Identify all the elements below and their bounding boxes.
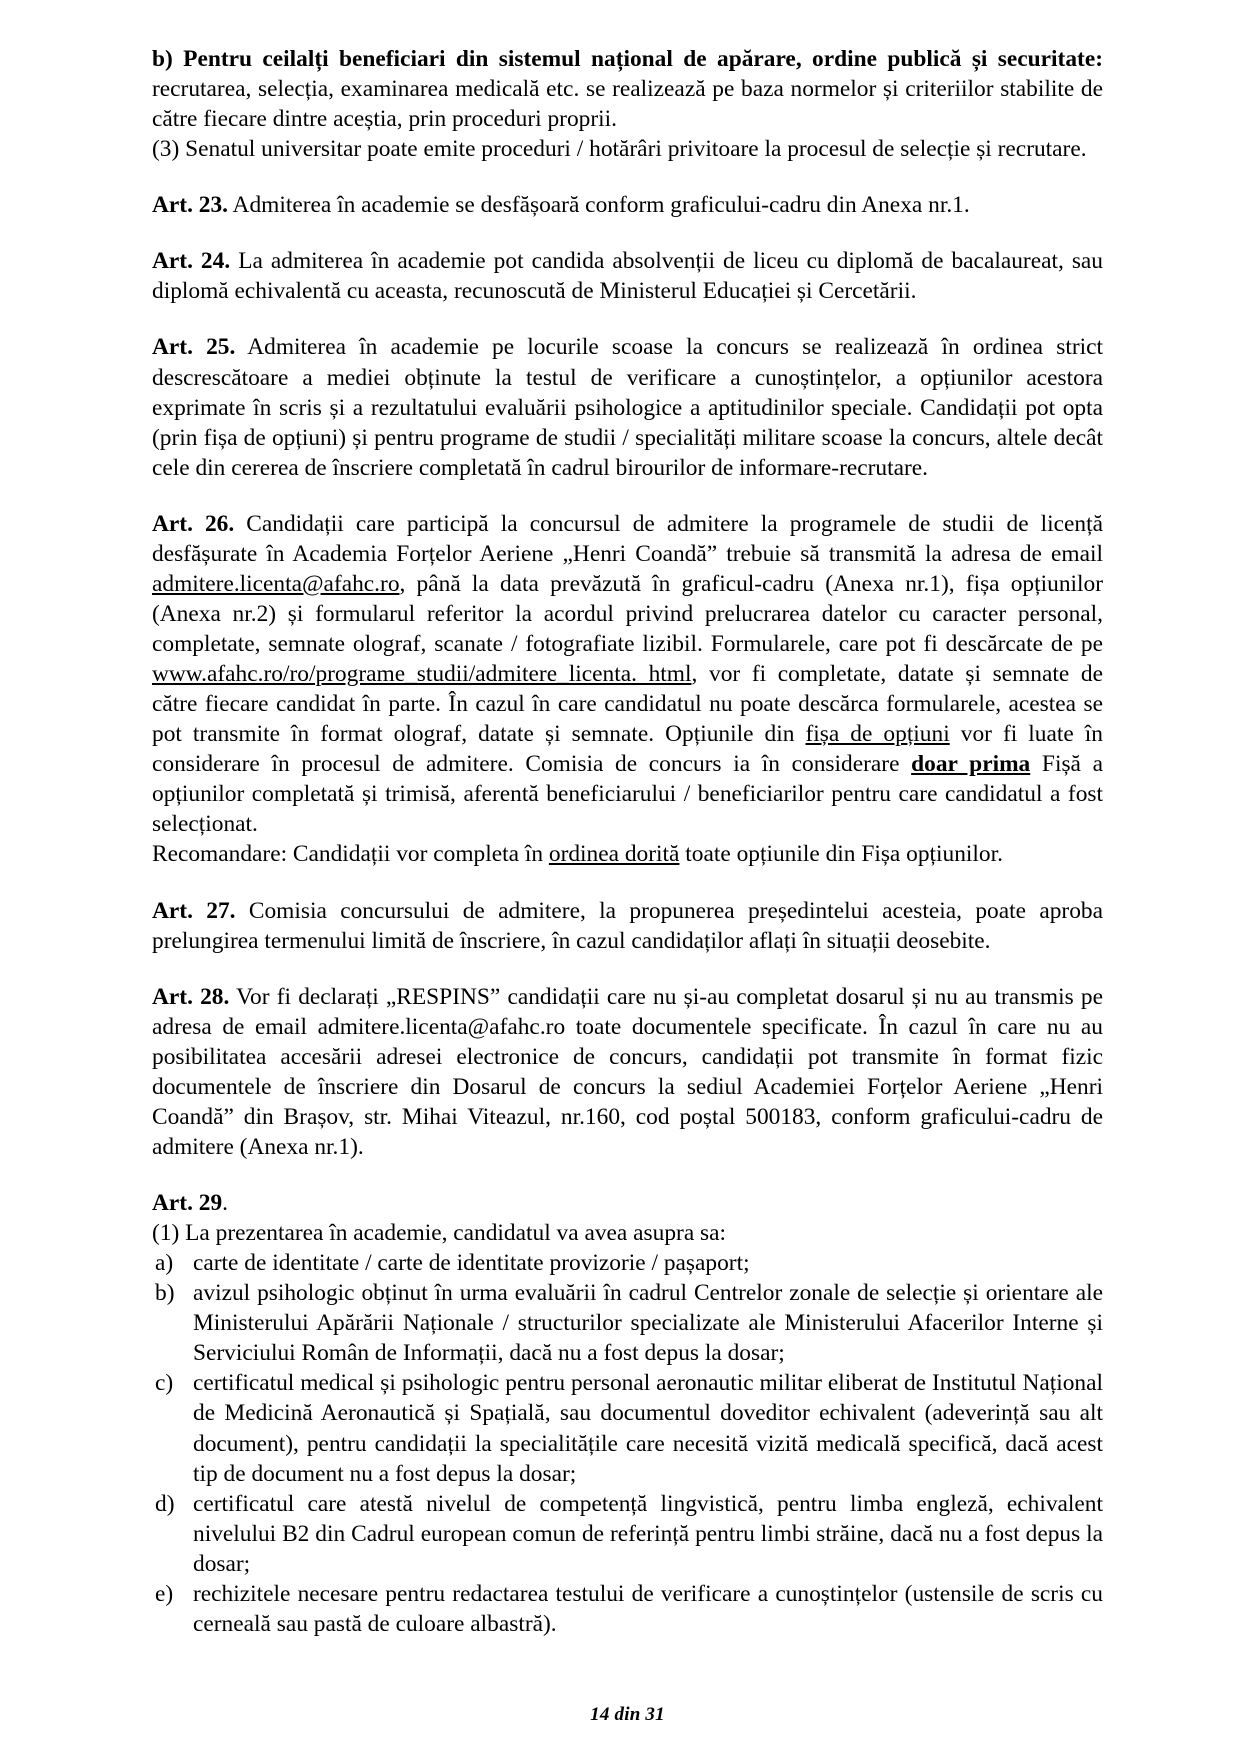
article-26-label: Art. 26. (152, 510, 235, 537)
list-item-marker: d) (155, 1490, 175, 1517)
spacer (152, 1162, 1103, 1188)
recommendation-prefix: Recomandare: Candidații vor completa în (152, 841, 549, 868)
spacer (152, 164, 1103, 190)
article-28-text: Vor fi declarați „RESPINS” candidații care nu și-au completat dosarul și nu au transmis pe adresa de email admitere.licenta@afahc.ro toate documentele specificate. În cazul în care nu au posibilitatea accesării adresei electronice de concurs, candidații pot transmite în format fizic documentele de înscriere din Dosarul de concurs la sediul Academiei Forțelor Aeriene „Henri Coandă” din Brașov, str. Mihai Viteazul, nr.160, cod poștal 500183, conform graficului-cadru de admitere (Anexa nr.1). (152, 983, 1103, 1160)
paragraph-point-b (152, 44, 1103, 134)
spacer (152, 220, 1103, 246)
admission-email-link[interactable]: admitere.licenta@afahc.ro (152, 570, 400, 597)
article-27-label: Art. 27. (152, 897, 236, 924)
article-23 (152, 190, 1103, 220)
article-29-heading (152, 1188, 1103, 1218)
spacer (152, 483, 1103, 509)
spacer (152, 306, 1103, 332)
list-item (152, 1248, 1103, 1278)
list-item-text: avizul psihologic obținut în urma evaluării în cadrul Centrelor zonale de selecție și orientare ale Ministerului Apărării Naționale / structurilor specializate ale Ministerului Afacerilor Interne și Serviciului Român de Informații, dacă nu a fost depus la dosar; (193, 1280, 1103, 1367)
article-27 (152, 896, 1103, 956)
article-26-text-3: , vor fi completate, datate și semnate de către fiecare candidat în parte. În cazul în care candidatul nu poate descărca formularele, acestea se pot transmite în format olograf, datate și semnate. Opțiunile din (152, 661, 1103, 748)
article-26-recommendation (152, 839, 1103, 869)
article-26-text-2: , până la data prevăzută în graficul-cadru (Anexa nr.1), fișa opțiunilor (Anexa nr.2) și formularul referitor la acordul privind prelucrarea datelor cu caracter personal, completate, semnate olograf, scanate / fotografiate lizibil. Formularele, care pot fi descărcate de pe (152, 570, 1103, 657)
list-item (152, 1368, 1103, 1488)
emphasis-doar-prima: doar prima (911, 751, 1031, 778)
page-footer: 14 din 31 (590, 1703, 665, 1725)
spacer (152, 870, 1103, 896)
point-b-heading: b) Pentru ceilalți beneficiari din sistemul național de apărare, ordine publică și securitate: (152, 46, 1103, 72)
options-form-reference: fișa de opțiuni (805, 721, 950, 748)
article-25-text: Admiterea în academie pe locurile scoase la concurs se realizează în ordinea strict descrescătoare a mediei obținute la testul de verificare a cunoștințelor, a opțiunilor acestora exprimate în scris și a rezultatului evaluării psihologice a aptitudinilor speciale. Candidații pot opta (prin fișa de opțiuni) și pentru programe de studii / specialități militare scoase la concurs, altele decât cele din cererea de înscriere completată în cadrul birourilor de informare-recrutare. (152, 334, 1103, 481)
article-28-label: Art. 28. (152, 983, 230, 1010)
article-23-label: Art. 23. (152, 192, 228, 219)
document-body (152, 44, 1103, 1727)
article-26 (152, 509, 1103, 840)
article-29-intro: (1) La prezentarea în academie, candidatul va avea asupra sa: (152, 1220, 727, 1247)
emphasis-ordinea-dorita: ordinea dorită (548, 841, 680, 868)
list-item (152, 1278, 1103, 1368)
list-item (152, 1579, 1103, 1639)
article-28 (152, 982, 1103, 1162)
list-item-text: certificatul care atestă nivelul de competență lingvistică, pentru limba engleză, echivalent nivelului B2 din Cadrul european comun de referință pentru limbi străine, dacă nu a fost depus la dosar; (193, 1490, 1103, 1577)
list-item (152, 1489, 1103, 1579)
paragraph-3: (3) Senatul universitar poate emite proceduri / hotărâri privitoare la procesul de selecție și recrutare. (152, 136, 1087, 163)
article-26-text-5: Fișă a opțiunilor completată și trimisă, aferentă beneficiarului / beneficiarilor pentru care candidatul a fost selecționat. (152, 751, 1103, 838)
article-25-label: Art. 25. (152, 334, 236, 361)
article-29-label: Art. 29 (152, 1190, 223, 1216)
article-26-text-1: Candidații care participă la concursul de admitere la programele de studii de licență desfășurate în Academia Forțelor Aeriene „Henri Coandă” trebuie să transmită la adresa de email (152, 510, 1103, 567)
list-item-marker: b) (155, 1280, 175, 1307)
list-item-text: certificatul medical și psihologic pentru personal aeronautic militar eliberat de Institutul Național de Medicină Aeronautică și Spațială, sau documentul doveditor echivalent (adeverință sau alt document), pentru candidații la specialitățile care necesită vizită medicală specifică, dacă acest tip de document nu a fost depus la dosar; (193, 1370, 1103, 1487)
article-24-label: Art. 24. (152, 248, 231, 275)
article-24 (152, 246, 1103, 306)
article-29-label-suffix: . (222, 1190, 229, 1216)
article-25 (152, 332, 1103, 482)
list-item-marker: e) (155, 1580, 174, 1607)
spacer (152, 956, 1103, 982)
list-item-marker: c) (155, 1370, 174, 1397)
point-b-body: recrutarea, selecția, examinarea medicală etc. se realizează pe baza normelor și criteriilor stabilite de către fiecare dintre aceștia, prin proceduri proprii. (152, 76, 1103, 133)
recommendation-suffix: toate opțiunile din Fișa opțiunilor. (679, 841, 1003, 868)
article-23-text: Admiterea în academie se desfășoară conform graficului-cadru din Anexa nr.1. (228, 192, 970, 219)
article-27-text: Comisia concursului de admitere, la propunerea președintelui acesteia, poate aproba prelungirea termenului limită de înscriere, în cazul candidaților aflați în situații deosebite. (152, 897, 1103, 954)
list-item-text: carte de identitate / carte de identitate provizorie / pașaport; (193, 1250, 750, 1277)
admission-url-link[interactable]: www.afahc.ro/ro/programe_studii/admitere_licenta. html (152, 661, 692, 688)
list-item-marker: a) (155, 1250, 174, 1277)
article-26-text-4: vor fi luate în considerare în procesul de admitere. Comisia de concurs ia în considerare (152, 721, 1103, 778)
list-item-text: rechizitele necesare pentru redactarea testului de verificare a cunoștințelor (ustensile de scris cu cerneală sau pastă de culoare albastră). (193, 1580, 1103, 1637)
article-24-text: La admiterea în academie pot candida absolvenții de liceu cu diplomă de bacalaureat, sau diplomă echivalentă cu aceasta, recunoscută de Ministerul Educației și Cercetării. (152, 248, 1104, 305)
